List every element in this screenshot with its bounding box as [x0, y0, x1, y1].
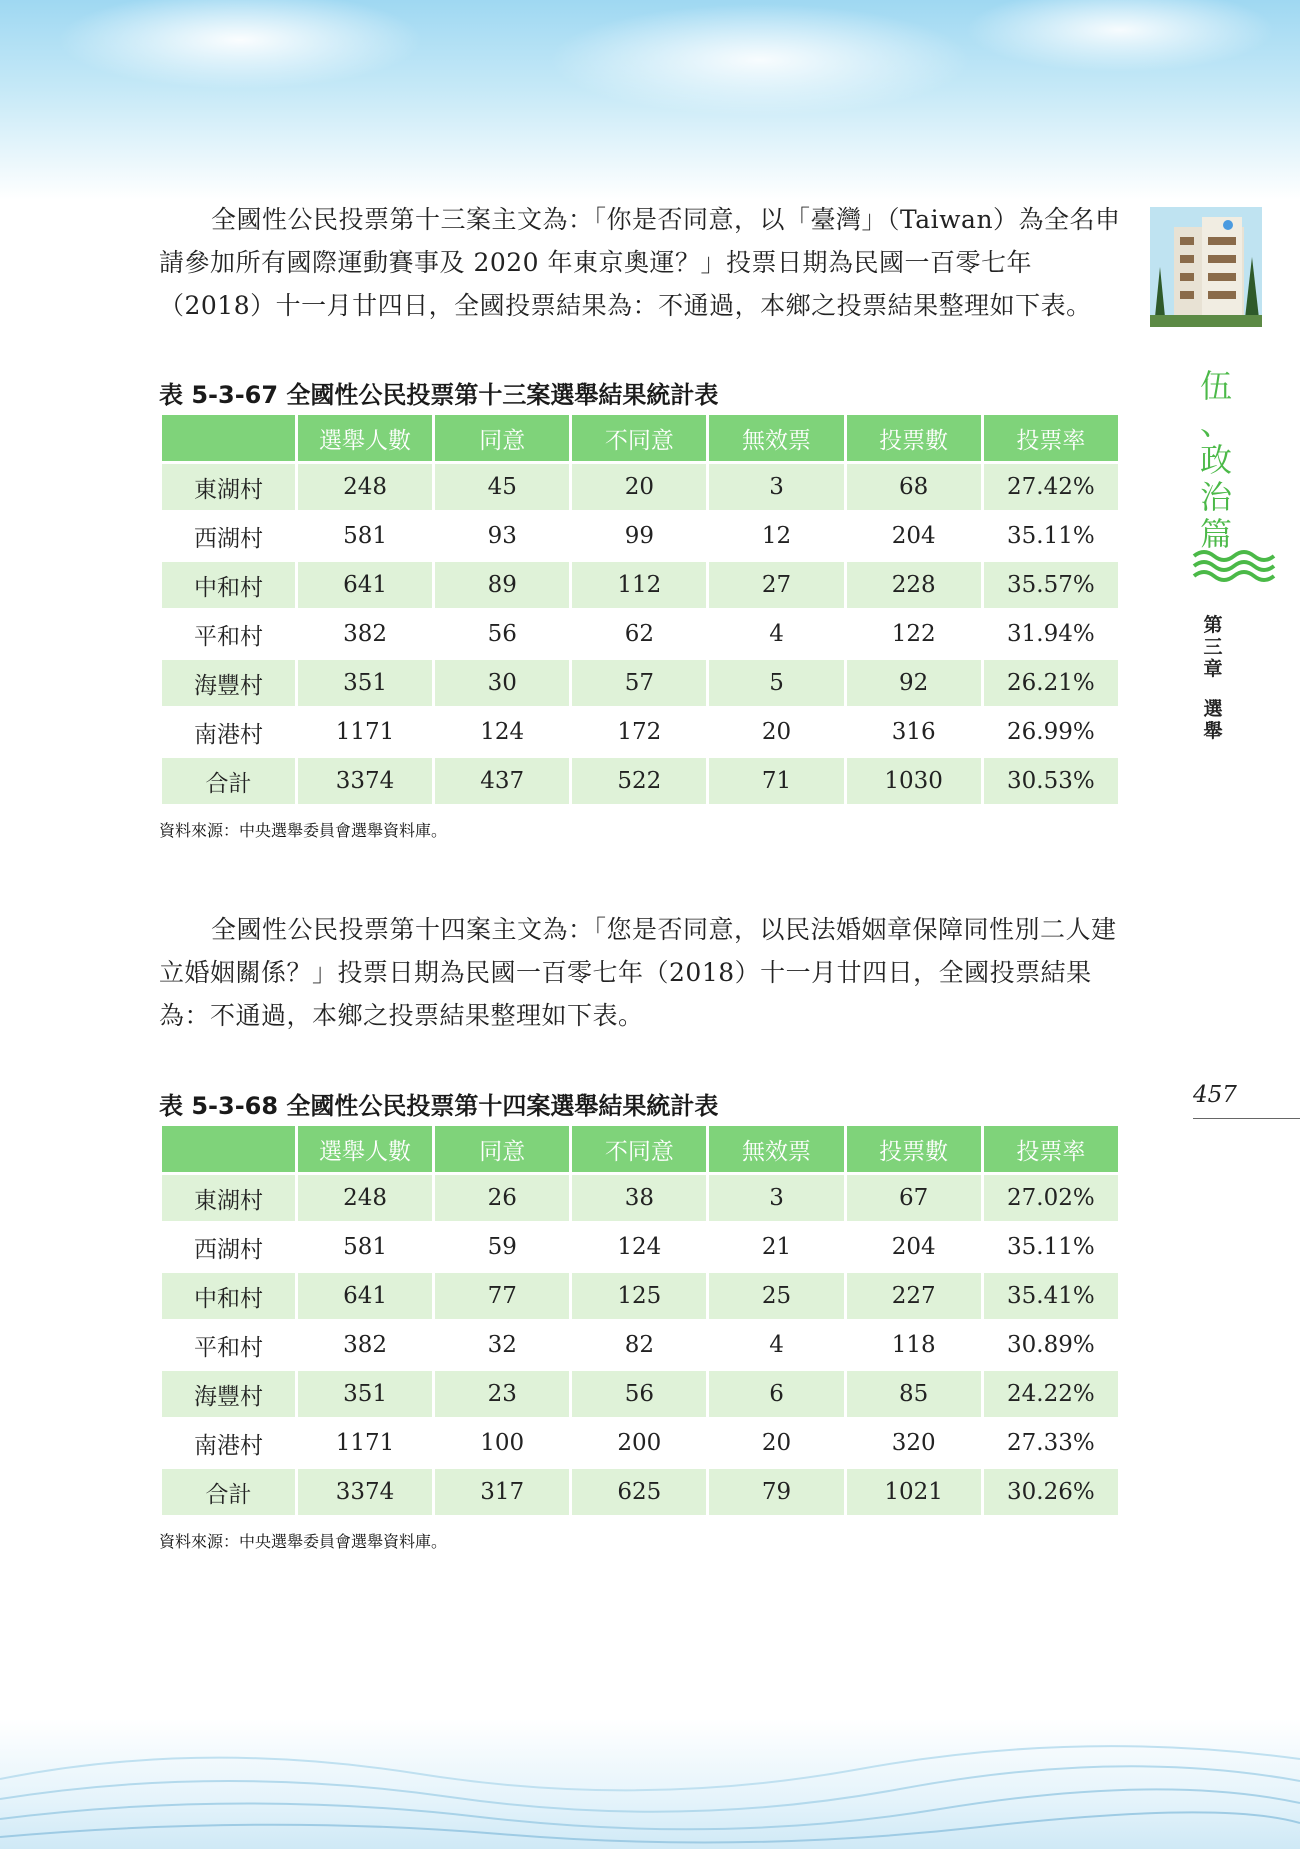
table-13-caption: 表 5-3-67 全國性公民投票第十三案選舉結果統計表	[159, 381, 719, 409]
village-name-cell: 中和村	[162, 562, 295, 608]
column-header: 無效票	[709, 1126, 843, 1172]
table-13-source: 資料來源：中央選舉委員會選舉資料庫。	[159, 821, 448, 840]
value-cell: 122	[847, 611, 981, 657]
building-photo	[1150, 207, 1262, 327]
table-row	[162, 513, 1118, 559]
chapter-char: 第	[1203, 614, 1223, 636]
village-name-cell: 合計	[162, 758, 295, 804]
section-title-char: 、	[1199, 404, 1232, 442]
paragraph-referendum-13: 全國性公民投票第十三案主文為：「你是否同意，以「臺灣」（Taiwan）為全名申請參加所有國際運動賽事及 2020 年東京奧運？」投票日期為民國一百零七年（2018）十一月廿四日，全國投票結果為：不通過，本鄉之投票結果整理如下表。	[159, 205, 1121, 320]
results-table-13	[159, 412, 1121, 807]
value-cell: 62	[572, 611, 706, 657]
value-cell: 89	[435, 562, 569, 608]
value-cell: 27.02%	[984, 1175, 1118, 1221]
value-cell: 522	[572, 758, 706, 804]
value-cell: 100	[435, 1420, 569, 1466]
village-name-cell: 南港村	[162, 709, 295, 755]
value-cell: 228	[847, 562, 981, 608]
value-cell: 93	[435, 513, 569, 559]
section-title	[1196, 368, 1236, 553]
column-header: 投票率	[984, 1126, 1118, 1172]
village-name-cell: 南港村	[162, 1420, 295, 1466]
section-title-char: 治	[1199, 478, 1232, 516]
value-cell: 20	[709, 709, 843, 755]
table-row	[162, 1420, 1118, 1466]
wave-ornament-icon	[1192, 548, 1282, 588]
value-cell: 3	[709, 464, 843, 510]
value-cell: 1171	[298, 709, 432, 755]
value-cell: 204	[847, 513, 981, 559]
chapter-char: 章	[1203, 658, 1223, 680]
village-name-cell: 海豐村	[162, 1371, 295, 1417]
value-cell: 27.33%	[984, 1420, 1118, 1466]
chapter-title-char: 舉	[1203, 720, 1223, 742]
section-title-char: 伍	[1199, 367, 1232, 405]
village-name-cell: 平和村	[162, 1322, 295, 1368]
value-cell: 23	[435, 1371, 569, 1417]
village-name-cell: 東湖村	[162, 1175, 295, 1221]
value-cell: 26	[435, 1175, 569, 1221]
value-cell: 641	[298, 1273, 432, 1319]
value-cell: 581	[298, 513, 432, 559]
value-cell: 6	[709, 1371, 843, 1417]
value-cell: 124	[435, 709, 569, 755]
results-table-14	[159, 1123, 1121, 1518]
table-row	[162, 1322, 1118, 1368]
value-cell: 35.11%	[984, 513, 1118, 559]
value-cell: 30	[435, 660, 569, 706]
value-cell: 118	[847, 1322, 981, 1368]
table-row	[162, 1224, 1118, 1270]
value-cell: 382	[298, 1322, 432, 1368]
village-name-cell: 平和村	[162, 611, 295, 657]
column-header: 選舉人數	[298, 415, 432, 461]
value-cell: 382	[298, 611, 432, 657]
column-header: 無效票	[709, 415, 843, 461]
table-row	[162, 562, 1118, 608]
value-cell: 1021	[847, 1469, 981, 1515]
value-cell: 3	[709, 1175, 843, 1221]
value-cell: 4	[709, 611, 843, 657]
value-cell: 77	[435, 1273, 569, 1319]
value-cell: 32	[435, 1322, 569, 1368]
value-cell: 351	[298, 1371, 432, 1417]
value-cell: 124	[572, 1224, 706, 1270]
page-number: 457	[1193, 1082, 1237, 1108]
table-total-row	[162, 758, 1118, 804]
village-name-cell: 西湖村	[162, 513, 295, 559]
value-cell: 12	[709, 513, 843, 559]
value-cell: 92	[847, 660, 981, 706]
value-cell: 112	[572, 562, 706, 608]
village-name-cell: 中和村	[162, 1273, 295, 1319]
value-cell: 3374	[298, 758, 432, 804]
value-cell: 437	[435, 758, 569, 804]
value-cell: 200	[572, 1420, 706, 1466]
chapter-title-char: 選	[1203, 698, 1223, 720]
value-cell: 316	[847, 709, 981, 755]
column-header: 投票數	[847, 1126, 981, 1172]
value-cell: 3374	[298, 1469, 432, 1515]
column-header: 同意	[435, 415, 569, 461]
table-header-row	[162, 415, 1118, 461]
value-cell: 1171	[298, 1420, 432, 1466]
value-cell: 45	[435, 464, 569, 510]
table-row	[162, 611, 1118, 657]
value-cell: 85	[847, 1371, 981, 1417]
table-14-source: 資料來源：中央選舉委員會選舉資料庫。	[159, 1532, 448, 1551]
value-cell: 30.53%	[984, 758, 1118, 804]
value-cell: 38	[572, 1175, 706, 1221]
page-number-rule	[1193, 1118, 1300, 1119]
value-cell: 35.41%	[984, 1273, 1118, 1319]
value-cell: 57	[572, 660, 706, 706]
value-cell: 320	[847, 1420, 981, 1466]
value-cell: 4	[709, 1322, 843, 1368]
value-cell: 172	[572, 709, 706, 755]
section-title-char: 政	[1199, 441, 1232, 479]
value-cell: 31.94%	[984, 611, 1118, 657]
table-row	[162, 1273, 1118, 1319]
value-cell: 26.99%	[984, 709, 1118, 755]
value-cell: 26.21%	[984, 660, 1118, 706]
value-cell: 56	[572, 1371, 706, 1417]
village-name-cell: 東湖村	[162, 464, 295, 510]
value-cell: 35.57%	[984, 562, 1118, 608]
table-total-row	[162, 1469, 1118, 1515]
value-cell: 79	[709, 1469, 843, 1515]
chapter-char: 三	[1203, 636, 1223, 658]
value-cell: 82	[572, 1322, 706, 1368]
value-cell: 248	[298, 464, 432, 510]
table-row	[162, 709, 1118, 755]
column-header: 選舉人數	[298, 1126, 432, 1172]
table-header-row	[162, 1126, 1118, 1172]
value-cell: 248	[298, 1175, 432, 1221]
paragraph-referendum-14: 全國性公民投票第十四案主文為：「您是否同意，以民法婚姻章保障同性別二人建立婚姻關係？」投票日期為民國一百零七年（2018）十一月廿四日，全國投票結果為：不通過，本鄉之投票結果整理如下表。	[159, 915, 1117, 1030]
table-row	[162, 1175, 1118, 1221]
header-corner-cell	[162, 415, 295, 461]
section-title-char: 篇	[1199, 515, 1232, 553]
value-cell: 59	[435, 1224, 569, 1270]
village-name-cell: 合計	[162, 1469, 295, 1515]
value-cell: 25	[709, 1273, 843, 1319]
value-cell: 71	[709, 758, 843, 804]
table-14-caption: 表 5-3-68 全國性公民投票第十四案選舉結果統計表	[159, 1092, 719, 1120]
column-header: 不同意	[572, 1126, 706, 1172]
value-cell: 30.26%	[984, 1469, 1118, 1515]
value-cell: 21	[709, 1224, 843, 1270]
value-cell: 35.11%	[984, 1224, 1118, 1270]
value-cell: 125	[572, 1273, 706, 1319]
value-cell: 581	[298, 1224, 432, 1270]
value-cell: 5	[709, 660, 843, 706]
value-cell: 317	[435, 1469, 569, 1515]
value-cell: 227	[847, 1273, 981, 1319]
column-header: 投票率	[984, 415, 1118, 461]
table-row	[162, 1371, 1118, 1417]
column-header: 不同意	[572, 415, 706, 461]
value-cell: 204	[847, 1224, 981, 1270]
village-name-cell: 西湖村	[162, 1224, 295, 1270]
column-header: 同意	[435, 1126, 569, 1172]
chapter-label	[1198, 614, 1228, 742]
value-cell: 27.42%	[984, 464, 1118, 510]
value-cell: 30.89%	[984, 1322, 1118, 1368]
header-corner-cell	[162, 1126, 295, 1172]
value-cell: 20	[572, 464, 706, 510]
value-cell: 24.22%	[984, 1371, 1118, 1417]
value-cell: 68	[847, 464, 981, 510]
value-cell: 625	[572, 1469, 706, 1515]
table-row	[162, 464, 1118, 510]
value-cell: 99	[572, 513, 706, 559]
village-name-cell: 海豐村	[162, 660, 295, 706]
table-row	[162, 660, 1118, 706]
value-cell: 20	[709, 1420, 843, 1466]
sky-banner	[0, 0, 1300, 200]
value-cell: 641	[298, 562, 432, 608]
value-cell: 351	[298, 660, 432, 706]
value-cell: 67	[847, 1175, 981, 1221]
column-header: 投票數	[847, 415, 981, 461]
value-cell: 56	[435, 611, 569, 657]
value-cell: 1030	[847, 758, 981, 804]
wave-footer	[0, 1719, 1300, 1849]
value-cell: 27	[709, 562, 843, 608]
